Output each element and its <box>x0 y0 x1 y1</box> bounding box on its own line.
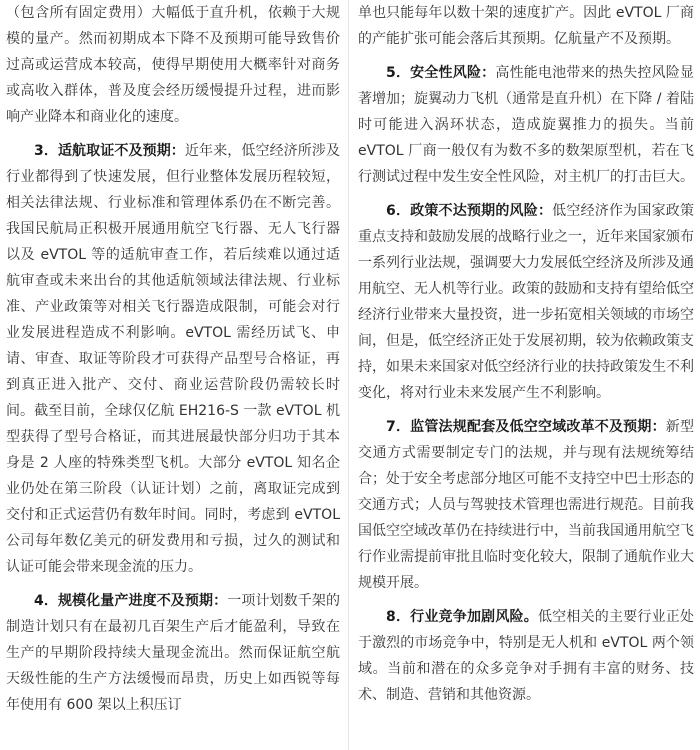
column-divider <box>348 0 349 750</box>
section-8-heading: 8．行业竞争加剧风险。 <box>386 609 538 625</box>
section-4-heading: 4．规模化量产进度不及预期： <box>34 593 228 609</box>
section-4-paragraph <box>6 588 340 718</box>
section-8-paragraph <box>358 604 694 708</box>
section-7-heading: 7．监管法规配套及低空空域改革不及预期： <box>386 419 666 435</box>
section-7-paragraph <box>358 414 694 596</box>
section-6-heading: 6．政策不达预期的风险： <box>386 203 553 219</box>
left-column <box>6 0 340 718</box>
section-6-paragraph <box>358 198 694 406</box>
section-4-body: 一项计划数千架的制造计划只有在最初几百架生产后才能盈利，导致在生产的早期阶段持续大量现金流出。然而保证航空航天级性能的生产方法缓慢而昂贵，历史上如西锐等每年使用有 600 架以上积压订 <box>6 593 340 713</box>
continued-paragraph: 单也只能每年以数十架的速度扩产。因此 eVTOL 厂商的产能扩张可能会落后其预期。亿航量产不及预期。 <box>358 5 694 47</box>
section-3-body: 近年来，低空经济所涉及行业都得到了快速发展，但行业整体发展历程较短，相关法律法规、行业标准和管理体系仍在不断完善。我国民航局正积极开展通用航空飞行器、无人飞行器以及 eVTOL 等的适航审查工作，若后续难以通过适航审查或未来出台的其他适航领域法律法规、行业标准、产业政策等对相关飞行器造成限制，可能会对行业发展进程造成不利影响。eVTOL 需经历试飞、申请、审查、取证等阶段才可获得产品型号合格证，再到真正进入批产、交付、商业运营阶段仍需较长时间。截至目前，全球仅亿航 EH216-S 一款 eVTOL 机型获得了型号合格证，而其进展最快部分归功于其本身是 2 人座的特殊类型飞机。大部分 eVTOL 知名企业仍处在第三阶段（认证计划）之前，离取证完成到交付和正式运营仍有数年时间。同时，考虑到 eVTOL 公司每年数亿美元的研发费用和亏损，过久的测试和认证可能会带来现金流的压力。 <box>6 143 340 575</box>
section-7-body: 新型交通方式需要制定专门的法规，并与现有法规统筹结合；处于安全考虑部分地区可能不支持空中巴士形态的交通方式；人员与驾驶技术管理也需进行规范。目前我国低空空域改革仍在持续进行中，当前我国通用航空飞行作业需提前审批且临时变化较大，限制了通航作业大规模开展。 <box>358 419 694 591</box>
section-3-heading: 3．适航取证不及预期： <box>34 143 185 159</box>
intro-paragraph: （包含所有固定费用）大幅低于直升机，依赖于大规模的量产。然而初期成本下降不及预期可能导致售价过高或运营成本较高，使得早期使用大概率针对商务或高收入群体，普及度会经历缓慢提升过程，进而影响产业降本和商业化的速度。 <box>6 5 340 125</box>
section-5-body: 高性能电池带来的热失控风险显著增加；旋翼动力飞机（通常是直升机）在下降 / 着陆时可能进入涡环状态，造成旋翼推力的损失。当前 eVTOL 厂商一般仅有为数不多的数架原型机，若在飞行测试过程中发生安全性风险，对主机厂的打击巨大。 <box>358 65 695 185</box>
section-6-body: 低空经济作为国家政策重点支持和鼓励发展的战略行业之一，近年来国家颁布一系列行业法规，强调要大力发展低空经济及所涉及通用航空、无人机等行业。政策的鼓励和支持有望给低空经济行业带来大量投资，进一步拓宽相关领域的市场空间，但是，低空经济正处于发展初期，较为依赖政策支持，如果未来国家对低空经济行业的扶持政策发生不利变化，将对行业未来发展产生不利影响。 <box>358 203 694 401</box>
section-3-paragraph <box>6 138 340 580</box>
section-8-body: 低空相关的主要行业正处于激烈的市场竞争中，特别是无人机和 eVTOL 两个领域。当前和潜在的众多竞争对手拥有丰富的财务、技术、制造、营销和其他资源。 <box>358 609 694 703</box>
section-5-heading: 5．安全性风险： <box>386 65 496 81</box>
section-5-paragraph <box>358 60 694 190</box>
right-column <box>358 0 694 708</box>
